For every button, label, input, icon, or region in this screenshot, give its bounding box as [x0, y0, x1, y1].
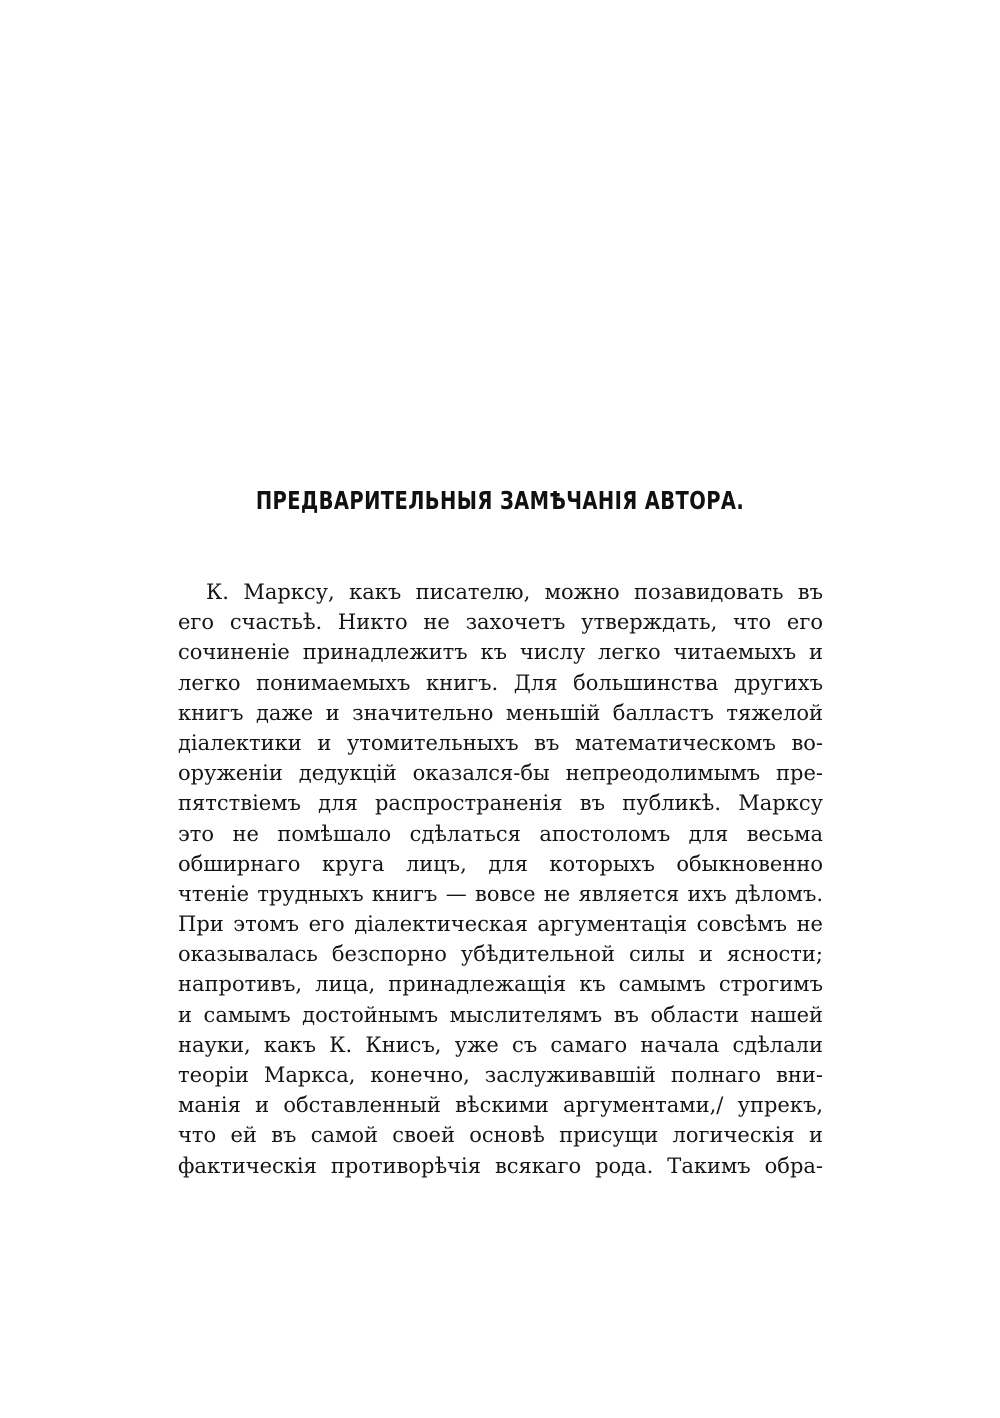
text-line: это не помѣшало сдѣлаться апостоломъ для весьма: [178, 821, 823, 846]
body-text: [178, 577, 823, 1181]
text-line: сочиненіе принадлежитъ къ числу легко читаемыхъ и: [178, 640, 823, 665]
text-line: его счастьѣ. Никто не захочетъ утверждать, что его: [178, 610, 823, 635]
text-line: пятствіемъ для распространенія въ публикѣ. Марксу: [178, 791, 823, 816]
text-line: При этомъ его діалектическая аргументація совсѣмъ не: [178, 912, 823, 937]
text-line: напротивъ, лица, принадлежащія къ самымъ строгимъ: [178, 972, 823, 997]
text-line: что ей въ самой своей основѣ присущи логическія и: [178, 1123, 823, 1148]
text-line: обширнаго круга лицъ, для которыхъ обыкновенно: [178, 851, 823, 876]
text-line: фактическія противорѣчія всякаго рода. Такимъ обра-: [178, 1153, 823, 1178]
text-line: К. Марксу, какъ писателю, можно позавидовать въ: [206, 580, 823, 604]
text-line: оруженіи дедукцій оказался-бы непреодолимымъ пре-: [178, 761, 823, 786]
text-line: и самымъ достойнымъ мыслителямъ въ области нашей: [178, 1002, 823, 1027]
text-line: теоріи Маркса, конечно, заслуживавшій полнаго вни-: [178, 1063, 823, 1087]
text-line: науки, какъ К. Книсъ, уже съ самаго начала сдѣлали: [178, 1032, 823, 1057]
text-line: чтеніе трудныхъ книгъ — вовсе не является ихъ дѣломъ.: [178, 881, 823, 906]
text-line: книгъ даже и значительно меньшій балластъ тяжелой: [178, 700, 823, 725]
text-line: діалектики и утомительныхъ въ математическомъ во-: [178, 730, 823, 755]
text-line: оказывалась безспорно убѣдительной силы и ясности;: [178, 942, 823, 967]
page-title: ПРЕДВАРИТЕЛЬНЫЯ ЗАМѢЧАНІЯ АВТОРА.: [255, 486, 745, 515]
text-line: манія и обставленный вѣскими аргументами,/ упрекъ,: [178, 1093, 823, 1118]
text-line: легко понимаемыхъ книгъ. Для большинства другихъ: [178, 670, 823, 695]
